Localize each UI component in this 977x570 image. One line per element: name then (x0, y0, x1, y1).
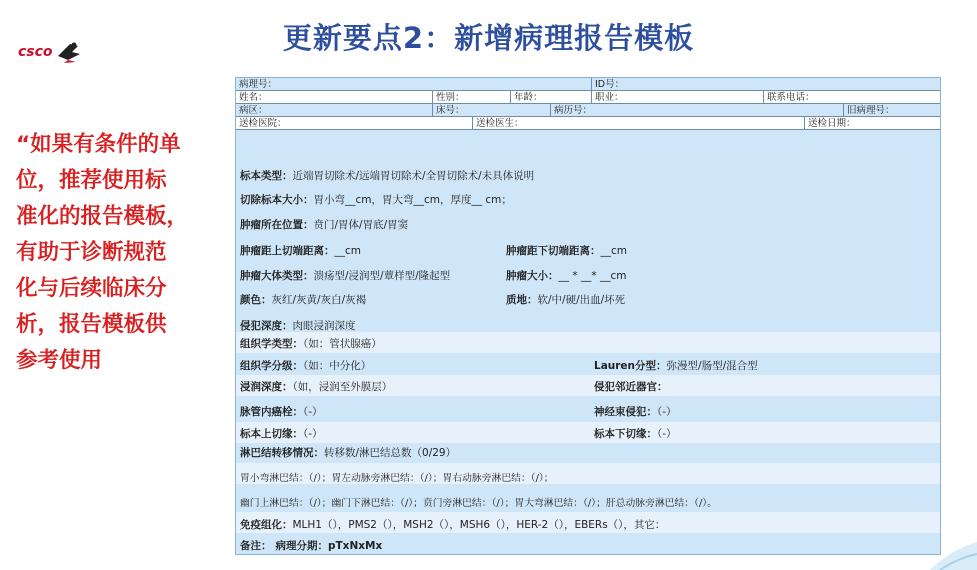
note-line: 有助于诊断规范 (16, 240, 167, 265)
upper-margin-distance-line: 肿瘤距上切端距离：__cm (240, 245, 362, 257)
recommendation-note (16, 127, 216, 379)
case-number-field: 病历号： (550, 104, 843, 117)
upper-margin-line: 标本上切缘：（-） (240, 428, 323, 440)
color-line: 颜色：灰红/灰黄/灰白/灰褐 (240, 294, 367, 306)
submitting-doctor-field: 送检医生： (472, 117, 804, 130)
note-line: 析，报告模板供 (16, 312, 167, 337)
gross-invasion-depth-line: 侵犯深度：肉眼浸润深度 (240, 320, 356, 332)
note-line: “如果有条件的单 (16, 132, 181, 157)
header-row-pathology-id (236, 78, 940, 91)
adjacent-organ-line: 侵犯邻近器官： (594, 381, 668, 393)
histology-grade-line: 组织学分级：（如：中分化） (240, 360, 372, 372)
lower-margin-distance-line: 肿瘤距下切端距离：__cm (506, 245, 628, 257)
invasion-depth-line: 浸润深度：（如，浸润至外膜层） (240, 381, 393, 393)
note-line: 化与后续临床分 (16, 276, 167, 301)
texture-line: 质地：软/中/硬/出血/坏死 (506, 294, 626, 306)
tumor-size-line: 肿瘤大小：__ * __* __cm (506, 270, 627, 282)
specimen-type-line: 标本类型：近端胃切除术/远端胃切除术/全胃切除术/未具体说明 (240, 170, 535, 182)
histology-type-line: 组织学类型：（如：管状腺癌） (240, 338, 382, 350)
header-row-ward (236, 104, 940, 117)
bed-field: 床号： (432, 104, 550, 117)
gross-type-line: 肿瘤大体类型：溃疡型/浸润型/蕈样型/隆起型 (240, 270, 451, 282)
lymph-stations-line-2: 幽门上淋巴结：（/）；幽门下淋巴结：（/）；贲门旁淋巴结：（/）；胃大弯淋巴结：（/）；肝总动脉旁淋巴结：（/）。 (240, 498, 717, 509)
old-pathology-number-field: 旧病理号： (843, 104, 940, 117)
pathology-report-template (235, 77, 941, 555)
bird-logo-icon (18, 34, 88, 64)
pathology-number-field: 病理号： (239, 79, 278, 90)
occupation-field: 职业： (591, 91, 763, 104)
submitting-hospital-field: 送检医院： (239, 118, 287, 129)
lauren-line: Lauren分型：弥漫型/肠型/混合型 (594, 360, 758, 372)
page-title: 更新要点2：新增病理报告模板 (282, 21, 695, 55)
note-line: 准化的报告模板， (16, 204, 189, 229)
lymph-stations-line-1: 胃小弯淋巴结：（/）；胃左动脉旁淋巴结：（/）；胃右动脉旁淋巴结：（/）； (240, 473, 554, 484)
decorative-wave-graphic (930, 520, 977, 570)
immunohistochemistry-line: 免疫组化：MLH1（），PMS2（），MSH2（），MSH6（），HER-2（），EBERs（），其它： (240, 519, 666, 531)
specimen-size-line: 切除标本大小：胃小弯__cm，胃大弯__cm，厚度__ cm； (240, 194, 512, 206)
lower-margin-line: 标本下切缘：（-） (594, 428, 677, 440)
submission-date-field: 送检日期： (804, 117, 940, 130)
phone-field: 联系电话： (763, 91, 940, 104)
logo-text: csco (18, 44, 53, 60)
note-line: 位，推荐使用标 (16, 168, 167, 193)
note-line: 参考使用 (16, 348, 103, 373)
ward-field: 病区： (239, 105, 268, 116)
patient-id-field: ID号： (591, 78, 940, 91)
age-field: 年龄： (510, 91, 591, 104)
vascular-invasion-line: 脉管内癌栓：（-） (240, 406, 323, 418)
perineural-invasion-line: 神经束侵犯：（-） (594, 406, 677, 418)
csco-logo (18, 34, 88, 64)
margin-band (236, 422, 940, 443)
header-row-submission (236, 117, 940, 130)
tumor-location-line: 肿瘤所在位置：贲门/胃体/胃底/胃窦 (240, 219, 409, 231)
header-row-patient (236, 91, 940, 104)
lymph-metastasis-line: 淋巴结转移情况：转移数/淋巴结总数（0/29） (240, 447, 457, 459)
sex-field: 性别： (432, 91, 510, 104)
name-field: 姓名： (239, 92, 268, 103)
remark-staging-line: 备注： 病理分期：pTxNxMx (240, 540, 383, 552)
